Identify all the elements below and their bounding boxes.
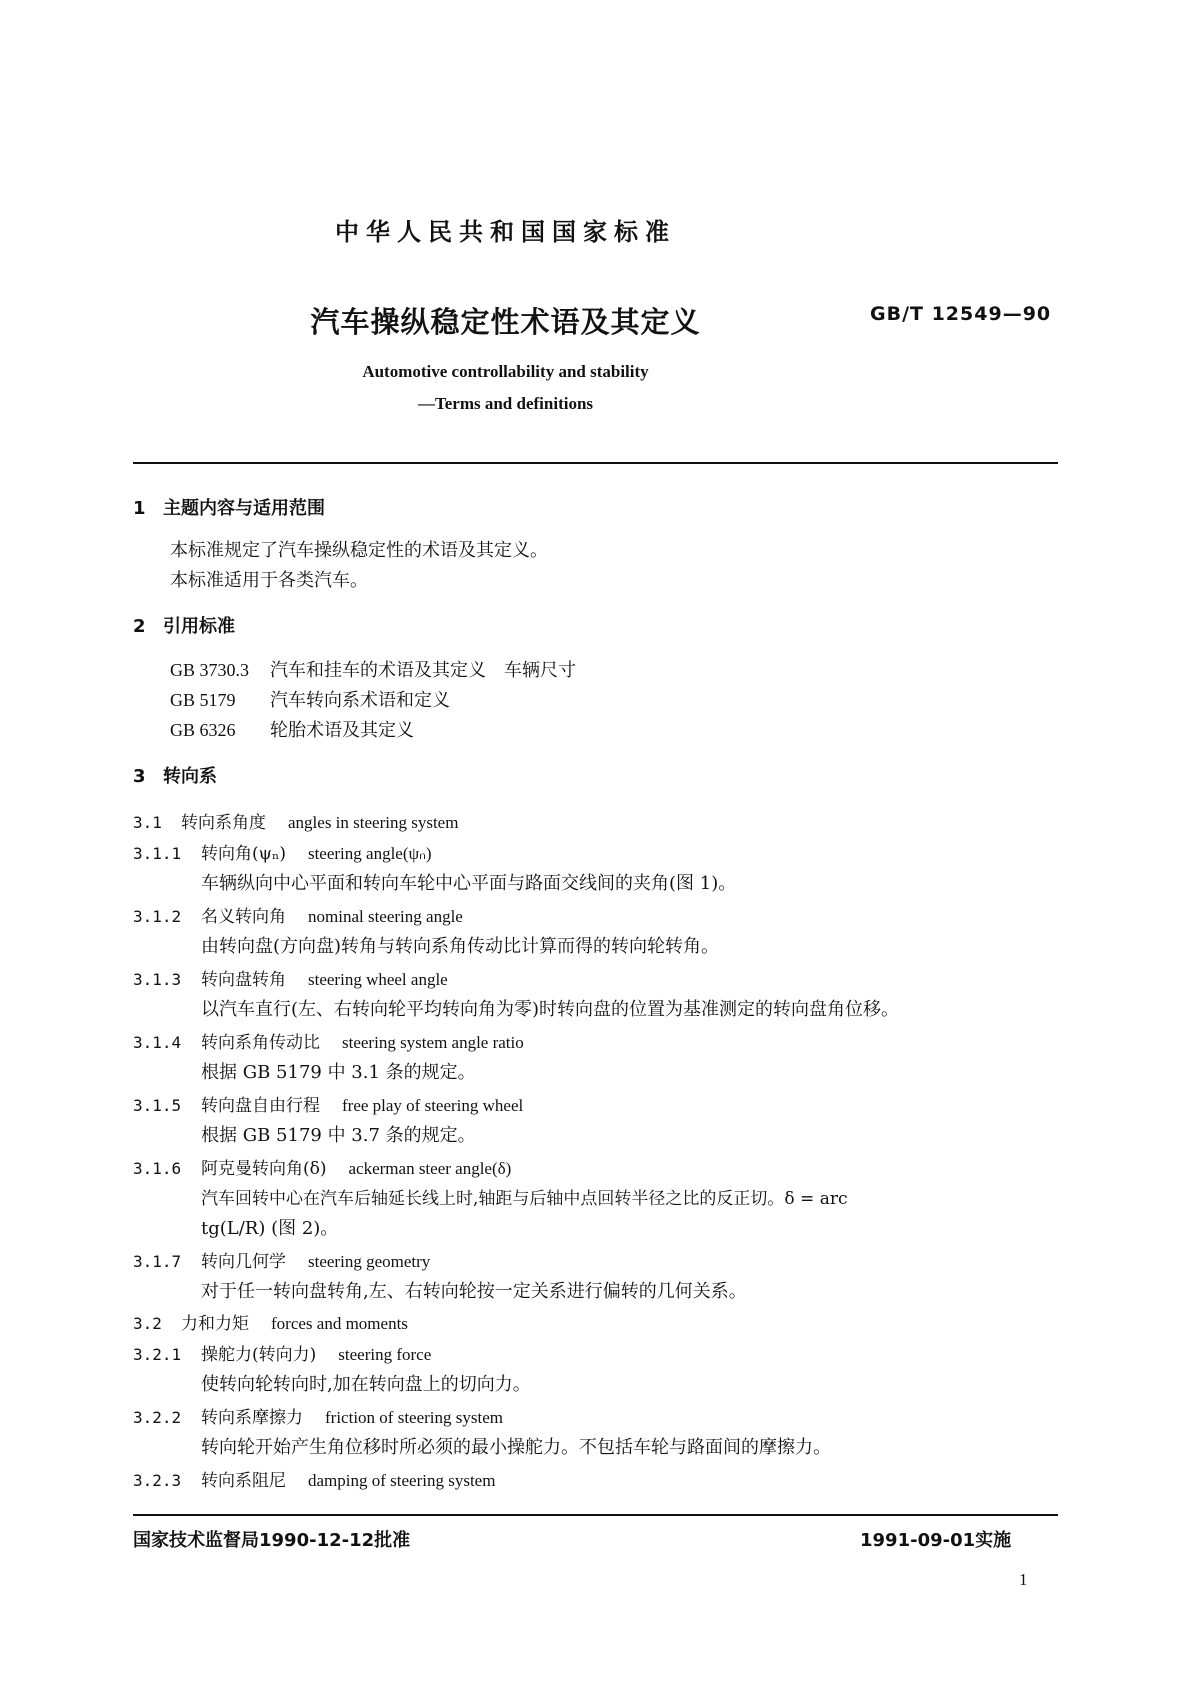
section-title: 转向系 <box>163 766 217 787</box>
term-heading <box>133 1028 524 1053</box>
section-title: 引用标准 <box>163 616 235 637</box>
term-english: steering system angle ratio <box>342 1033 524 1052</box>
term-chinese: 名义转向角 <box>201 907 286 927</box>
term-english: steering geometry <box>308 1252 431 1271</box>
reference-title: 轮胎术语及其定义 <box>270 720 414 741</box>
section-1-heading <box>133 494 325 520</box>
reference-title: 汽车转向系术语和定义 <box>270 690 450 711</box>
section-3-heading <box>133 762 217 788</box>
term-definition-continued: tg(L/R) (图 2)。 <box>201 1218 339 1239</box>
paragraph: 本标准规定了汽车操纵稳定性的术语及其定义。 <box>170 540 548 561</box>
standard-number: GB/T 12549—90 <box>870 303 1052 325</box>
term-heading <box>133 1403 503 1428</box>
term-number: 3.1.3 <box>133 970 182 989</box>
term-english: steering angle(ψₙ) <box>307 844 432 863</box>
term-chinese: 转向盘自由行程 <box>201 1096 320 1116</box>
term-english: steering wheel angle <box>308 970 448 989</box>
term-heading <box>133 1247 430 1272</box>
section-number: 3 <box>133 766 146 787</box>
reference-code: GB 6326 <box>170 720 236 740</box>
term-number: 3.1.2 <box>133 907 182 926</box>
section-number: 2 <box>133 616 146 637</box>
term-heading <box>133 1091 523 1116</box>
document-title-chinese: 汽车操纵稳定性术语及其定义 <box>310 305 701 339</box>
section-2-heading <box>133 612 235 638</box>
header-divider <box>133 462 1058 464</box>
term-chinese: 转向角(ψₙ) <box>201 844 286 864</box>
term-chinese: 操舵力(转向力) <box>201 1345 317 1365</box>
term-heading <box>133 839 432 864</box>
term-chinese: 转向系角传动比 <box>201 1033 320 1053</box>
term-chinese: 转向几何学 <box>201 1252 286 1272</box>
term-heading <box>133 808 458 833</box>
term-english: damping of steering system <box>308 1471 496 1490</box>
term-number: 3.2.3 <box>133 1471 182 1490</box>
term-heading <box>133 1340 431 1365</box>
term-definition: 车辆纵向中心平面和转向车轮中心平面与路面交线间的夹角(图 1)。 <box>201 873 737 894</box>
effective-date: 1991-09-01实施 <box>860 1530 1012 1551</box>
term-chinese: 转向系角度 <box>181 813 266 833</box>
term-number: 3.1.4 <box>133 1033 182 1052</box>
term-english: friction of steering system <box>325 1408 503 1427</box>
term-english: ackerman steer angle(δ) <box>348 1159 512 1178</box>
term-definition: 由转向盘(方向盘)转角与转向系角传动比计算而得的转向轮转角。 <box>201 936 720 957</box>
term-number: 3.2.1 <box>133 1345 182 1364</box>
term-english: free play of steering wheel <box>342 1096 524 1115</box>
term-definition: 对于任一转向盘转角,左、右转向轮按一定关系进行偏转的几何关系。 <box>201 1281 747 1302</box>
term-definition: 转向轮开始产生角位移时所必须的最小操舵力。不包括车轮与路面间的摩擦力。 <box>201 1437 831 1458</box>
term-heading <box>133 1466 495 1491</box>
national-standard-heading: 中华人民共和国国家标准 <box>335 218 676 246</box>
term-english: angles in steering system <box>288 813 459 832</box>
section-number: 1 <box>133 498 146 519</box>
term-english: forces and moments <box>271 1314 408 1333</box>
term-chinese: 转向系摩擦力 <box>201 1408 303 1428</box>
term-heading <box>133 1309 408 1334</box>
paragraph: 本标准适用于各类汽车。 <box>170 570 368 591</box>
page-number: 1 <box>1019 1570 1028 1589</box>
term-number: 3.1.1 <box>133 844 182 863</box>
document-title-english-line1: Automotive controllability and stability <box>362 362 649 381</box>
term-number: 3.1.5 <box>133 1096 182 1115</box>
document-title-english-line2: —Terms and definitions <box>417 394 594 413</box>
term-english: steering force <box>338 1345 432 1364</box>
term-number: 3.2 <box>133 1314 162 1333</box>
footer-divider <box>133 1514 1058 1516</box>
term-number: 3.1.7 <box>133 1252 182 1271</box>
approval-date: 国家技术监督局1990-12-12批准 <box>133 1530 411 1551</box>
reference-item <box>170 716 414 742</box>
reference-code: GB 5179 <box>170 690 236 710</box>
term-number: 3.1 <box>133 813 162 832</box>
reference-code: GB 3730.3 <box>170 660 250 680</box>
term-number: 3.1.6 <box>133 1159 182 1178</box>
term-chinese: 转向系阻尼 <box>201 1471 286 1491</box>
term-heading <box>133 965 448 990</box>
reference-item <box>170 656 576 682</box>
term-english: nominal steering angle <box>308 907 463 926</box>
term-definition: 以汽车直行(左、右转向轮平均转向角为零)时转向盘的位置为基准测定的转向盘角位移。 <box>201 999 900 1020</box>
term-heading <box>133 1154 511 1179</box>
term-definition: 根据 GB 5179 中 3.7 条的规定。 <box>201 1125 476 1146</box>
term-chinese: 力和力矩 <box>181 1314 249 1334</box>
reference-item <box>170 686 450 712</box>
section-title: 主题内容与适用范围 <box>163 498 325 519</box>
term-definition: 使转向轮转向时,加在转向盘上的切向力。 <box>201 1374 531 1395</box>
term-definition: 汽车回转中心在汽车后轴延长线上时,轴距与后轴中点回转半径之比的反正切。δ = arc <box>201 1189 848 1209</box>
term-heading <box>133 902 463 927</box>
term-number: 3.2.2 <box>133 1408 182 1427</box>
term-chinese: 阿克曼转向角(δ) <box>201 1159 327 1179</box>
term-chinese: 转向盘转角 <box>201 970 286 990</box>
reference-title: 汽车和挂车的术语及其定义 车辆尺寸 <box>270 660 576 681</box>
term-definition: 根据 GB 5179 中 3.1 条的规定。 <box>201 1062 476 1083</box>
